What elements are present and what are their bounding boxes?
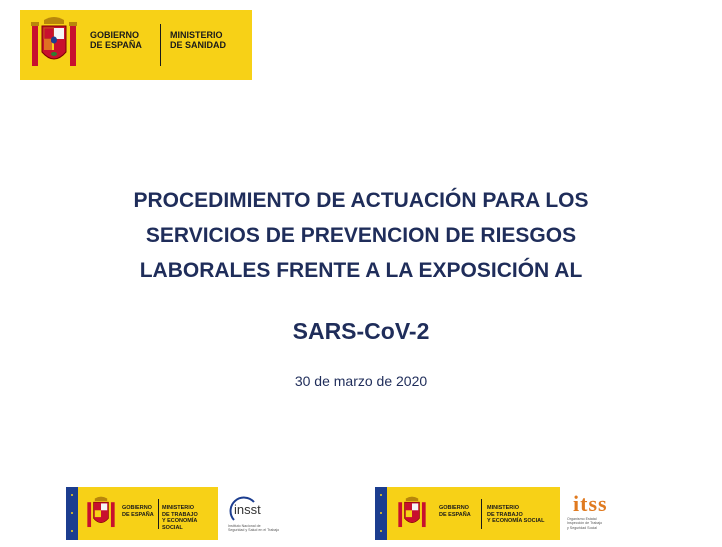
gobierno-espana-logo (20, 10, 252, 80)
footer-gov-logo-right (375, 487, 560, 540)
gobierno-label: GOBIERNO DE ESPAÑA (439, 505, 471, 518)
eu-flag-icon (375, 487, 387, 540)
footer-gov-logo-left (66, 487, 218, 540)
document-title (60, 183, 662, 288)
ministerio-label: MINISTERIO DE TRABAJO Y ECONOMÍA SOCIAL (487, 505, 545, 525)
itss-logo (567, 491, 627, 537)
document-date: 30 de marzo de 2020 (294, 373, 428, 389)
logo-divider (160, 24, 161, 66)
title-line: LABORALES FRENTE A LA EXPOSICIÓN AL (139, 259, 583, 282)
title-line: SERVICIOS DE PREVENCION DE RIESGOS (145, 224, 577, 247)
ministerio-label: MINISTERIO DE SANIDAD (170, 30, 227, 51)
logo-divider (481, 499, 482, 529)
coat-of-arms-icon (86, 496, 116, 532)
coat-of-arms-icon (30, 16, 78, 74)
itss-name: itss (573, 491, 608, 516)
insst-full-name: Instituto Nacional de Seguridad y Salud en el Trabajo (228, 524, 280, 533)
insst-name: insst (234, 502, 261, 517)
eu-flag-icon (66, 487, 78, 540)
coat-of-arms-icon (397, 496, 427, 532)
title-line: PROCEDIMIENTO DE ACTUACIÓN PARA LOS (133, 189, 589, 212)
gobierno-label: GOBIERNO DE ESPAÑA (122, 505, 154, 518)
document-subtitle: SARS-CoV-2 (292, 318, 430, 344)
insst-logo (224, 494, 304, 536)
logo-divider (158, 499, 159, 529)
itss-full-name: Organismo Estatal Inspección de Trabajo y Seguridad Social (567, 517, 603, 530)
ministerio-label: MINISTERIO DE TRABAJO Y ECONOMÍA SOCIAL (162, 505, 198, 531)
gobierno-label: GOBIERNO DE ESPAÑA (90, 30, 142, 51)
